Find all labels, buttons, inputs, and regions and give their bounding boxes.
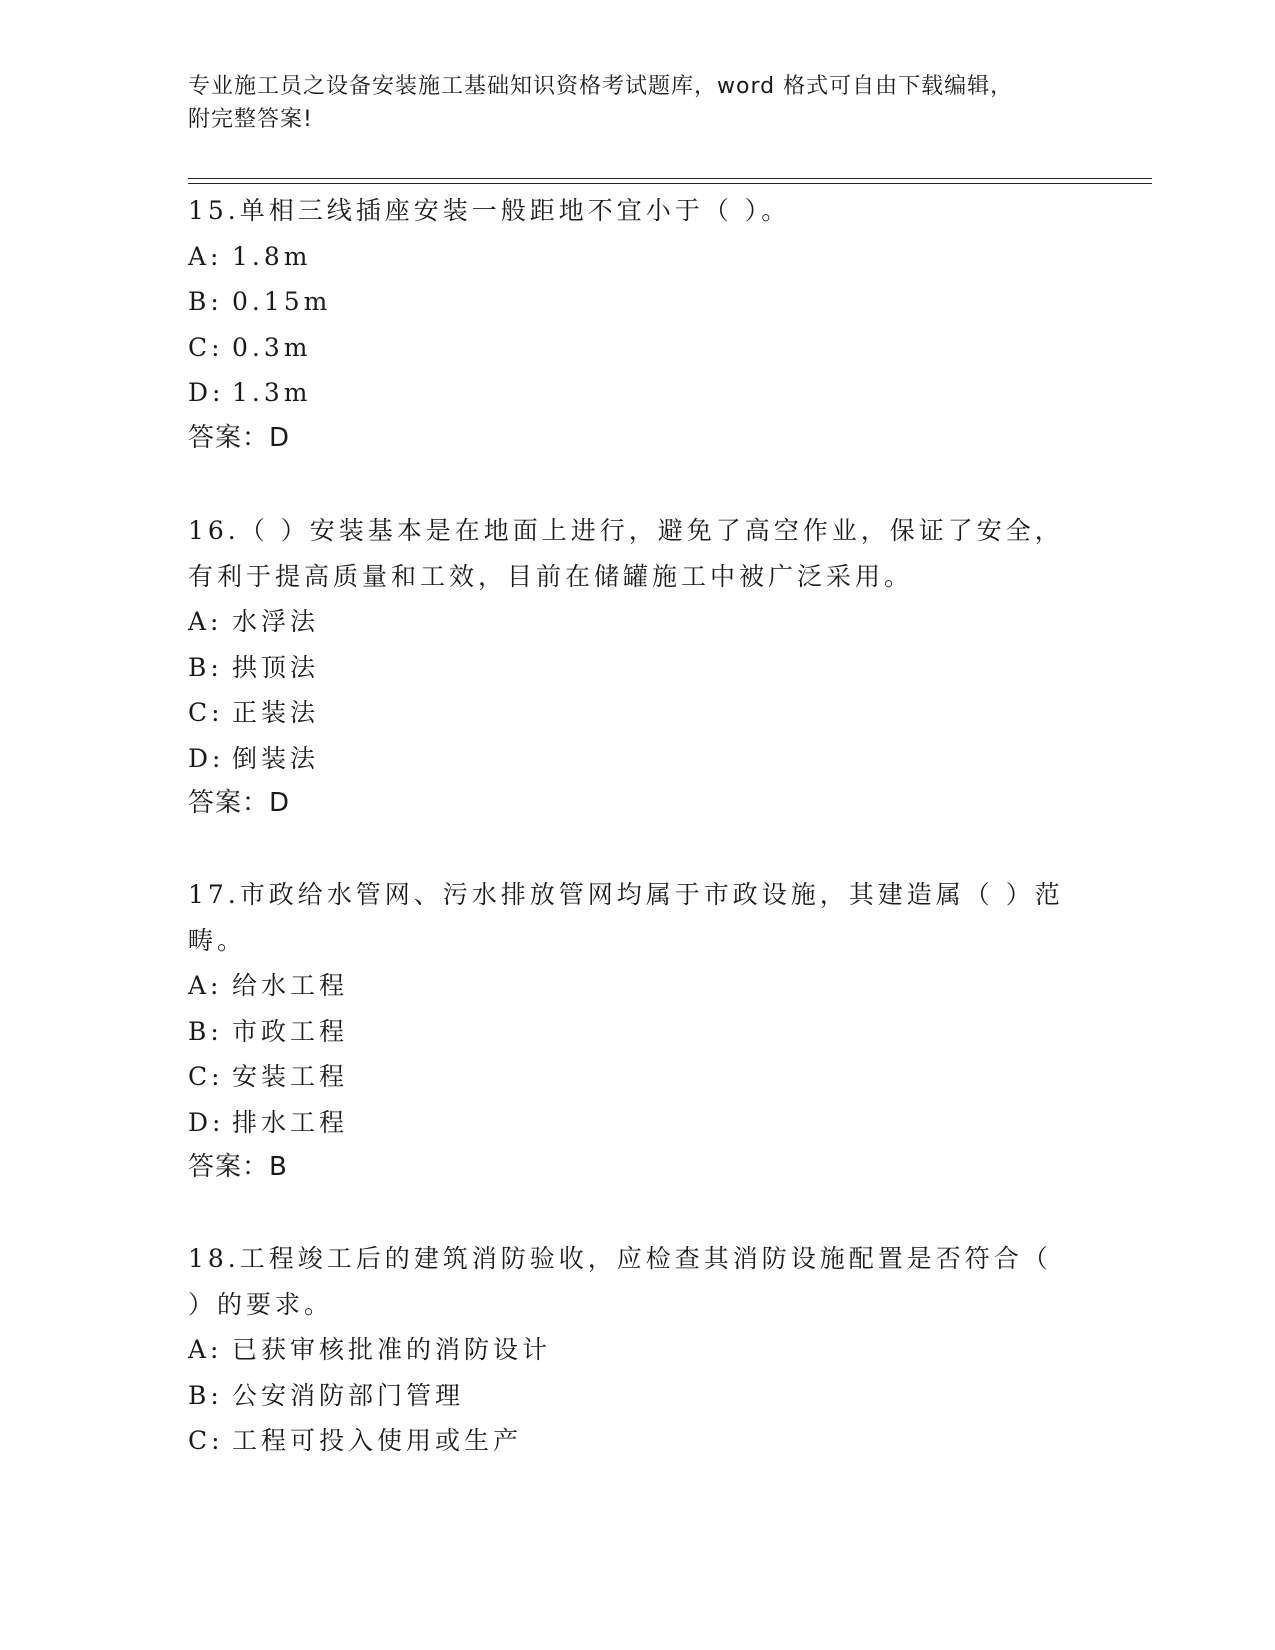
option-key: B: xyxy=(188,1380,223,1410)
question-17 xyxy=(188,872,1068,1191)
option-key: C: xyxy=(188,1062,224,1091)
option-b xyxy=(188,1009,1068,1055)
question-text xyxy=(188,508,1068,599)
option-key: B: xyxy=(188,1016,223,1046)
answer-line: 答案：D xyxy=(188,788,291,818)
option-d xyxy=(188,370,1068,416)
question-stem: （ ）安装基本是在地面上进行，避免了高空作业，保证了安全，有利于提高质量和工效，目前在储罐施工中被广泛采用。 xyxy=(188,516,1064,591)
header-divider-bottom xyxy=(188,183,1152,184)
option-text: 1.8m xyxy=(232,241,312,271)
document-header xyxy=(188,70,1068,136)
option-text: 0.3m xyxy=(232,332,312,362)
option-text: 正装法 xyxy=(232,698,320,727)
option-text: 水浮法 xyxy=(232,607,320,636)
option-key: D: xyxy=(188,743,225,773)
question-number: 17. xyxy=(188,880,240,909)
option-text: 公安消防部门管理 xyxy=(232,1380,465,1410)
option-b xyxy=(188,1373,1068,1419)
option-key: D: xyxy=(188,1107,225,1137)
option-text: 已获审核批准的消防设计 xyxy=(232,1335,552,1364)
option-text: 给水工程 xyxy=(232,971,349,1000)
option-key: A: xyxy=(188,607,223,636)
question-15 xyxy=(188,188,1068,461)
option-c xyxy=(188,690,1068,736)
option-text: 倒装法 xyxy=(232,743,320,773)
option-key: D: xyxy=(188,378,225,407)
option-a xyxy=(188,234,1068,280)
option-text: 工程可投入使用或生产 xyxy=(232,1426,523,1455)
option-key: A: xyxy=(188,971,223,1000)
option-key: A: xyxy=(188,1335,223,1364)
option-c xyxy=(188,1054,1068,1100)
option-a xyxy=(188,599,1068,645)
option-d xyxy=(188,1100,1068,1146)
option-a xyxy=(188,1327,1068,1373)
option-text: 拱顶法 xyxy=(232,652,320,682)
option-c xyxy=(188,325,1068,371)
option-text: 安装工程 xyxy=(232,1062,349,1091)
question-text xyxy=(188,872,1068,963)
option-key: C: xyxy=(188,332,224,362)
option-d xyxy=(188,736,1068,782)
option-key: B: xyxy=(188,652,223,682)
question-stem: 工程竣工后的建筑消防验收，应检查其消防设施配置是否符合（ ）的要求。 xyxy=(188,1244,1052,1319)
option-text: 市政工程 xyxy=(232,1016,349,1046)
option-key: A: xyxy=(188,241,223,271)
header-line-1: 专业施工员之设备安装施工基础知识资格考试题库，word 格式可自由下载编辑， xyxy=(188,74,1014,99)
question-number: 18. xyxy=(188,1244,240,1273)
question-stem: 单相三线插座安装一般距地不宜小于（ ）。 xyxy=(239,196,791,225)
option-b xyxy=(188,279,1068,325)
option-key: C: xyxy=(188,698,224,727)
question-stem: 市政给水管网、污水排放管网均属于市政设施，其建造属（ ）范畴。 xyxy=(188,880,1064,955)
header-line-2: 附完整答案! xyxy=(188,107,313,132)
option-text: 1.3m xyxy=(232,378,312,407)
question-18 xyxy=(188,1236,1068,1464)
option-text: 排水工程 xyxy=(232,1107,349,1137)
option-c xyxy=(188,1418,1068,1464)
option-key: C: xyxy=(188,1426,224,1455)
answer-line: 答案：D xyxy=(188,422,291,453)
option-a xyxy=(188,963,1068,1009)
option-text: 0.15m xyxy=(232,287,332,316)
question-number: 16. xyxy=(188,516,240,545)
option-b xyxy=(188,645,1068,691)
question-text xyxy=(188,188,1068,234)
question-number: 15. xyxy=(188,196,240,225)
option-key: B: xyxy=(188,287,223,316)
answer-line: 答案：B xyxy=(188,1152,288,1182)
question-text xyxy=(188,1236,1068,1327)
question-16 xyxy=(188,508,1068,827)
header-divider-top xyxy=(188,178,1152,179)
